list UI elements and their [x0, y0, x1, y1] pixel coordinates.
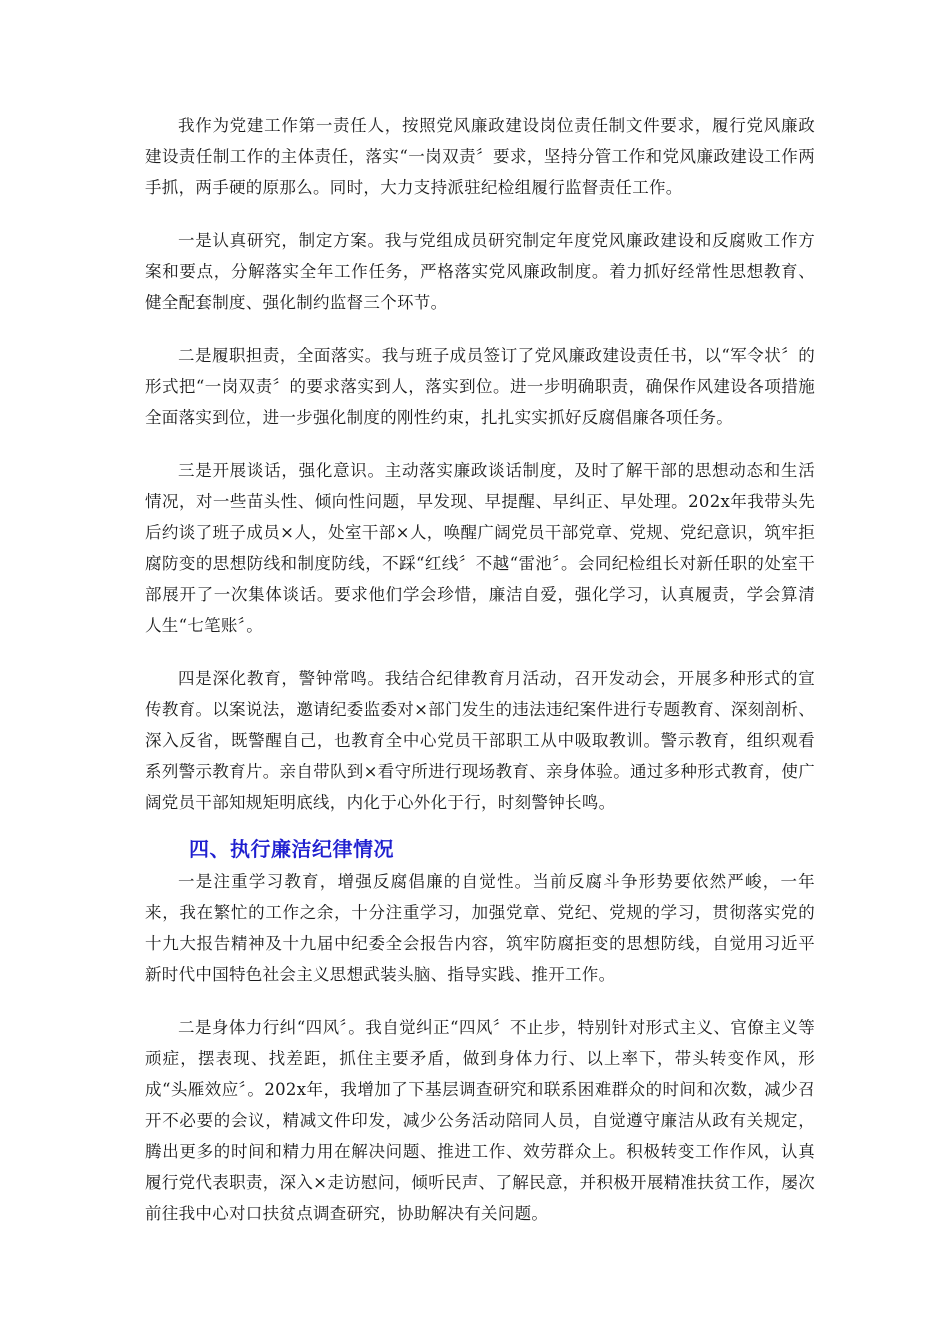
paragraph-talks-awareness: 三是开展谈话，强化意识。主动落实廉政谈话制度，及时了解干部的思想动态和生活情况，对一些苗头性、倾向性问题，早发现、早提醒、早纠正、早处理。202x年我带头先后约谈了班子成员×人，处室干部×人，唤醒广阔党员干部党章、党规、党纪意识，筑牢拒腐防变的思想防线和制度防线，不踩“红线〞不越“雷池〞。会同纪检组长对新任职的处室干部展开了一次集体谈话。要求他们学会珍惜，廉洁自爱，强化学习，认真履责，学会算清人生“七笔账〞。 — [145, 461, 815, 635]
paragraph-four-winds: 二是身体力行纠“四风〞。我自觉纠正“四风〞不止步，特别针对形式主义、官僚主义等顽症，摆表现、找差距，抓住主要矛盾，做到身体力行、以上率下，带头转变作风，形成“头雁效应〞。202x年，我增加了下基层调查研究和联系困难群众的时间和次数，减少召开不必要的会议，精减文件印发，减少公务活动陪同人员，自觉遵守廉洁从政有关规定，腾出更多的时间和精力用在解决问题、推进工作、效劳群众上。积极转变工作作风，认真履行党代表职责，深入×走访慰问，倾听民声、了解民意，并积极开展精准扶贫工作，屡次前往我中心对口扶贫点调查研究，协助解决有关问题。 — [145, 1018, 815, 1223]
document-body — [145, 110, 815, 1251]
paragraph-responsibility-intro: 我作为党建工作第一责任人，按照党风廉政建设岗位责任制文件要求，履行党风廉政建设责任制工作的主体责任，落实“一岗双责〞要求，坚持分管工作和党风廉政建设工作两手抓，两手硬的原那么。同时，大力支持派驻纪检组履行监督责任工作。 — [145, 116, 815, 197]
paragraph-duty-implementation: 二是履职担责，全面落实。我与班子成员签订了党风廉政建设责任书，以“军令状〞的形式把“一岗双责〞的要求落实到人，落实到位。进一步明确职责，确保作风建设各项措施全面落实到位，进一步强化制度的刚性约束，扎扎实实抓好反腐倡廉各项任务。 — [145, 346, 815, 427]
paragraph-study-education: 一是注重学习教育，增强反腐倡廉的自觉性。当前反腐斗争形势要依然严峻，一年来，我在繁忙的工作之余，十分注重学习，加强党章、党纪、党规的学习，贯彻落实党的十九大报告精神及十九届中纪委全会报告内容，筑牢防腐拒变的思想防线，自觉用习近平新时代中国特色社会主义思想武装头脑、指导实践、推开工作。 — [145, 872, 815, 984]
paragraph-education-warning: 四是深化教育，警钟常鸣。我结合纪律教育月活动，召开发动会，开展多种形式的宣传教育。以案说法，邀请纪委监委对×部门发生的违法违纪案件进行专题教育、深刻剖析、深入反省，既警醒自己，也教育全中心党员干部职工从中吸取教训。警示教育，组织观看系列警示教育片。亲自带队到×看守所进行现场教育、亲身体验。通过多种形式教育，使广阔党员干部知规矩明底线，内化于心外化于行，时刻警钟长鸣。 — [145, 669, 815, 812]
paragraph-research-plan: 一是认真研究，制定方案。我与党组成员研究制定年度党风廉政建设和反腐败工作方案和要点，分解落实全年工作任务，严格落实党风廉政制度。着力抓好经常性思想教育、健全配套制度、强化制约监督三个环节。 — [145, 231, 815, 312]
section-heading-integrity-discipline: 四、执行廉洁纪律情况 — [189, 837, 394, 861]
